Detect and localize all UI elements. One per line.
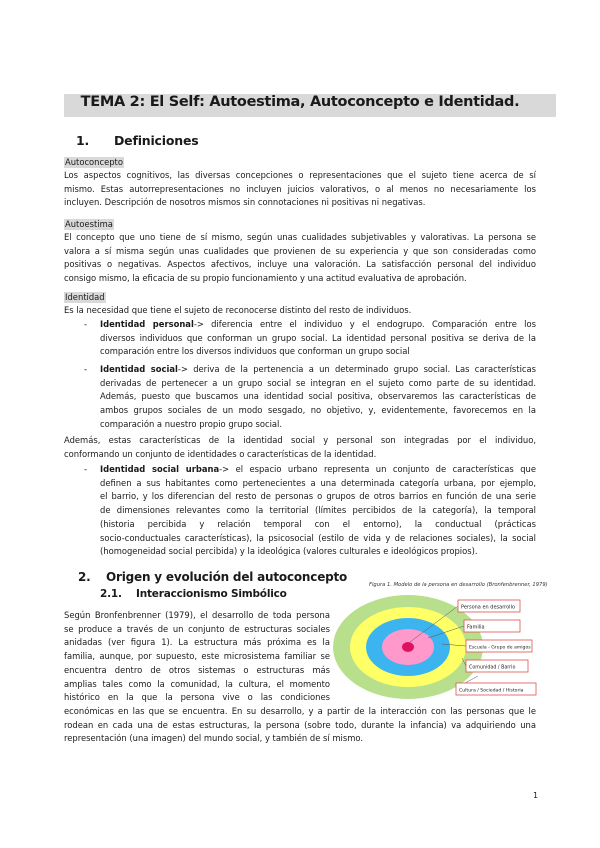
- figure-caption: Figura 1. Modelo de la persona en desarrollo (Bronfenbrenner, 1979): [369, 582, 548, 588]
- text-line: el barrio, y los diferencian del resto de personas o grupos de otros barrios en función de una serie: [100, 491, 536, 502]
- label-comunidad: Comunidad / Barrio: [469, 665, 516, 671]
- text-line: encuentra dentro de otros sistemas o estructuras más: [64, 664, 330, 675]
- autoestima-label: Autoestima: [65, 219, 113, 229]
- text-line: definen a sus habitantes como pertenecientes a una determinada categoría urbana, por ejemplo,: [100, 477, 536, 488]
- section-number: 1.: [76, 133, 90, 148]
- text-line: -> el espacio urbano representa un conjunto de características que: [219, 464, 536, 474]
- ring-persona: [402, 642, 414, 652]
- text-line: representación (una imagen) del mundo social, y también de sí mismo.: [64, 733, 364, 744]
- section-2-1-heading: [100, 588, 287, 600]
- section-2-heading: [78, 570, 347, 584]
- bronfenbrenner-paragraph: [64, 609, 330, 705]
- text-line: incluyen. Descripción de nosotros mismos sin connotaciones ni positivas ni negativas.: [64, 197, 426, 208]
- text-line: se produce a través de un conjunto de estructuras sociales: [64, 623, 330, 634]
- text-line: derivadas de pertenecer a un grupo social se integran en el sujeto como parte de su identidad.: [100, 377, 536, 388]
- text-line: valora a sí misma según unas cualidades que provienen de su experiencia y que son consideradas como: [64, 245, 536, 256]
- bullet-identidad-personal: [84, 318, 536, 359]
- text-line: comparación a nuestro propio grupo social.: [100, 418, 283, 429]
- text-line: ambos grupos sociales de un modo sesgado, no objetivo, y, evidentemente, favorecemos en la: [100, 405, 536, 416]
- text-line: económicas en las que se encuentra. En su desarrollo, y a partir de la interacción con las personas que le: [64, 706, 536, 716]
- text-line: histórico en la que la persona vive o las condiciones: [64, 692, 330, 703]
- text-line: mismo. Estas autorrepresentaciones no incluyen juicios valorativos, o al menos no necesariamente los: [64, 183, 536, 194]
- text-line: rodean en cada una de estas estructuras, la persona (sobre todo, durante la infancia) va adquiriendo una: [64, 719, 536, 730]
- text-line: positivas o negativas. Aspectos afectivos, incluye una valoración. La satisfacción personal del individuo: [64, 259, 536, 270]
- section-number: 2.1.: [100, 588, 122, 600]
- section-title: Interaccionismo Simbólico: [136, 588, 287, 600]
- section-title: Origen y evolución del autoconcepto: [106, 570, 348, 584]
- text-line: (historia percibida y relación temporal con el entorno), la conductual (prácticas: [100, 518, 536, 529]
- bullet-identidad-social: [84, 363, 536, 432]
- text-line: anidadas (ver figura 1). La estructura más próxima es la: [64, 637, 330, 648]
- label-escuela: Escuela - Grupo de amigos: [469, 645, 531, 651]
- autoconcepto-label: Autoconcepto: [65, 157, 123, 167]
- text-line: Según Bronfenbrenner (1979), el desarrollo de toda persona: [64, 610, 330, 620]
- text-line: comparación entre los diversos individuos que conforman un grupo social: [100, 346, 410, 357]
- text-line: de dimensiones relevantes como la territorial (límites percibidos de la categoría), la temporal: [100, 505, 536, 516]
- bullet-dash: -: [84, 464, 88, 474]
- bronfenbrenner-paragraph-cont: [64, 705, 536, 746]
- label-persona: Persona en desarrollo: [461, 604, 516, 611]
- bullet-term: Identidad personal: [100, 319, 194, 329]
- text-line: amplias tales como la comunidad, la cultura, el momento: [64, 678, 330, 689]
- bronfenbrenner-figure: [330, 590, 550, 700]
- bullet-identidad-social-urbana: [84, 463, 536, 559]
- text-line: El concepto que uno tiene de sí mismo, según unas cualidades subjetivables y valorativas. La persona se: [64, 232, 536, 242]
- section-title: Definiciones: [114, 133, 199, 148]
- label-cultura: Cultura / Sociedad / Historia: [459, 688, 524, 694]
- label-familia: Familia: [467, 624, 485, 631]
- page-title: TEMA 2: El Self: Autoestima, Autoconcepto e Identidad.: [80, 94, 520, 110]
- identidad-after-paragraph: [64, 434, 536, 461]
- text-line: conformando un conjunto de identidades o características de la identidad.: [64, 448, 377, 459]
- bullet-term: Identidad social: [100, 364, 178, 374]
- text-line: familia, aunque, por supuesto, este microsistema familiar se: [64, 651, 330, 662]
- page-number: 1: [533, 791, 539, 800]
- bullet-dash: -: [84, 319, 88, 329]
- section-1-heading: [64, 133, 198, 148]
- text-line: socio-conductuales características), la psicosocial (estilo de vida y de relaciones sociales), la social: [100, 532, 536, 543]
- autoestima-paragraph: [64, 231, 536, 286]
- identidad-label: Identidad: [65, 292, 105, 302]
- text-line: -> diferencia entre el individuo y el endogrupo. Comparación entre los: [193, 319, 537, 329]
- text-line: Los aspectos cognitivos, las diversas concepciones o representaciones que el sujeto tiene acerca de sí: [64, 170, 536, 180]
- text-line: consigo mismo, la eficacia de su propio funcionamiento y una actitud evaluativa de aprobación.: [64, 273, 467, 284]
- text-line: Además, estas características de la identidad social y personal son integradas por el individuo,: [64, 435, 536, 445]
- text-line: -> deriva de la pertenencia a un determinado grupo social. Las características: [177, 364, 537, 374]
- bullet-term: Identidad social urbana: [100, 464, 220, 474]
- text-line: diversos individuos que conforman un grupo social. La identidad personal positiva se deriva de la: [100, 332, 536, 343]
- bullet-dash: -: [84, 364, 88, 374]
- autoconcepto-paragraph: [64, 169, 536, 210]
- text-line: Además, puesto que buscamos una identidad social positiva, observaremos las características de: [100, 391, 536, 402]
- text-line: (homogeneidad social percibida) y la ideológica (valores culturales e ideológicos propios).: [100, 546, 478, 557]
- identidad-intro: Es la necesidad que tiene el sujeto de reconocerse distinto del resto de individuos.: [64, 305, 412, 315]
- section-number: 2.: [78, 570, 91, 584]
